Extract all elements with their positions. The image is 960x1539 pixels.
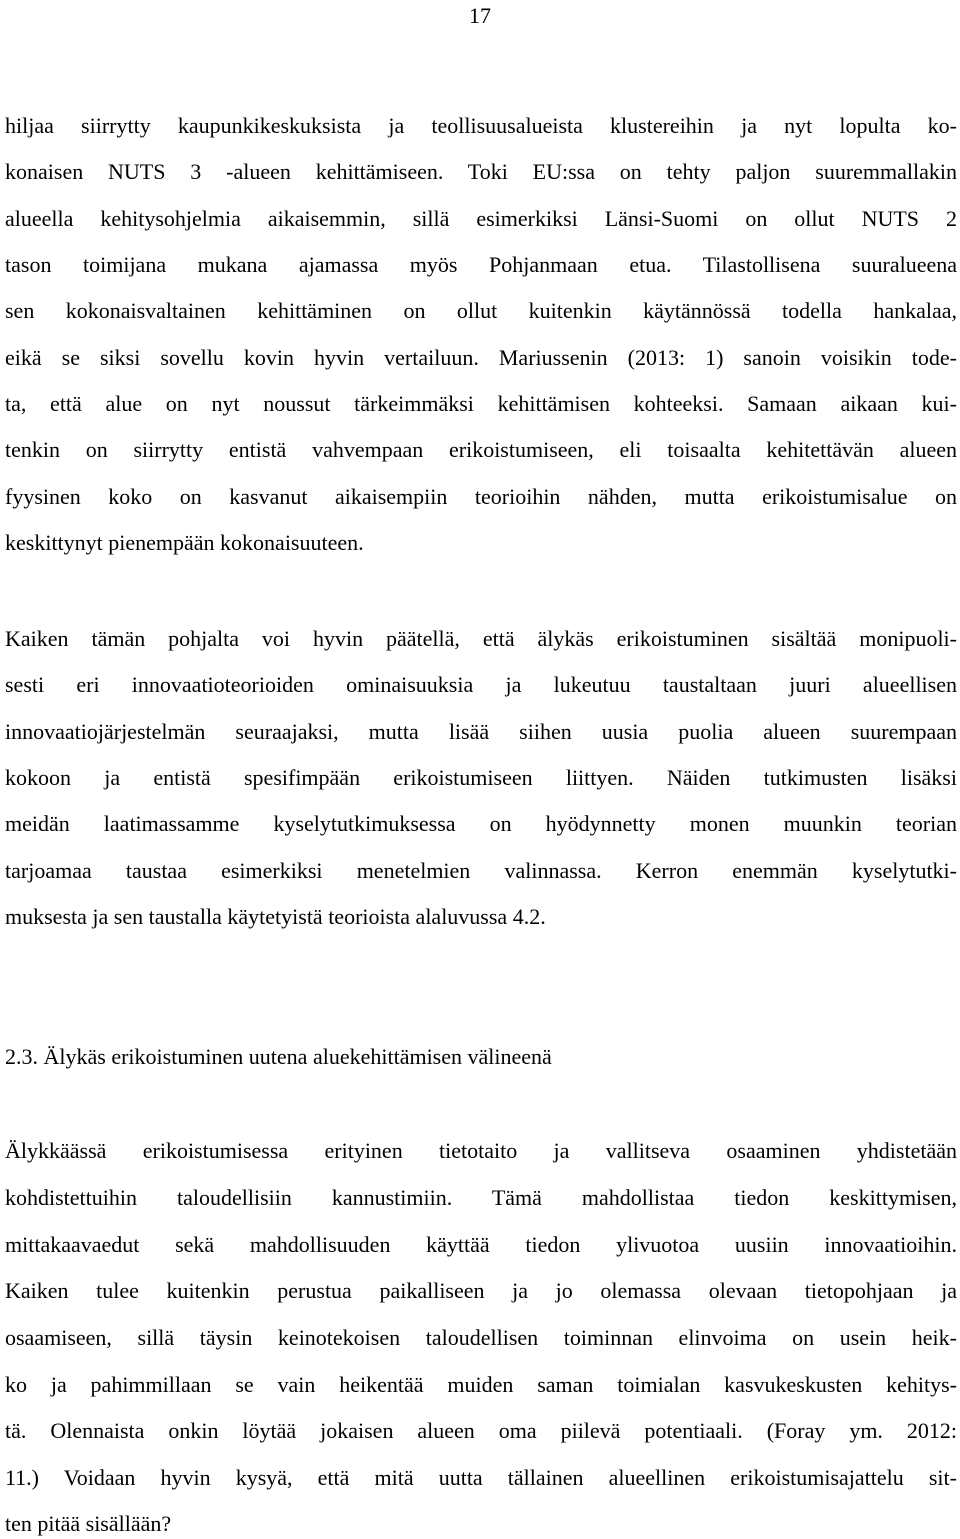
paragraph-line: tarjoamaa taustaa esimerkiksi menetelmien valinnassa. Kerron enemmän kyselytutki-	[5, 858, 957, 883]
paragraph-line: eikä se siksi sovellu kovin hyvin vertailuun. Mariussenin (2013: 1) sanoin voisikin tode-	[5, 345, 957, 370]
paragraph-line: 11.) Voidaan hyvin kysyä, että mitä uutta tällainen alueellinen erikoistumisajattelu sit-	[5, 1465, 957, 1490]
paragraph-line: alueella kehitysohjelmia aikaisemmin, sillä esimerkiksi Länsi-Suomi on ollut NUTS 2	[5, 206, 957, 231]
paragraph-line: fyysinen koko on kasvanut aikaisempiin teorioihin nähden, mutta erikoistumisalue on	[5, 484, 957, 509]
paragraph-line: sesti eri innovaatioteorioiden ominaisuuksia ja lukeutuu taustaltaan juuri alueellisen	[5, 672, 957, 697]
paragraph-line: konaisen NUTS 3 -alueen kehittämiseen. Toki EU:ssa on tehty paljon suuremmallakin	[5, 159, 957, 184]
paragraph-line: innovaatiojärjestelmän seuraajaksi, mutta lisää siihen uusia puolia alueen suurempaan	[5, 719, 957, 744]
paragraph-line: sen kokonaisvaltainen kehittäminen on ollut kuitenkin käytännössä todella hankalaa,	[5, 298, 957, 323]
section-heading: 2.3. Älykäs erikoistuminen uutena aluekehittämisen välineenä	[5, 1044, 552, 1069]
paragraph-line: tä. Olennaista onkin löytää jokaisen alueen oma piilevä potentiaali. (Foray ym. 2012:	[5, 1418, 957, 1443]
paragraph-line: kohdistettuihin taloudellisiin kannustimiin. Tämä mahdollistaa tiedon keskittymisen,	[5, 1185, 957, 1210]
paragraph-line: ta, että alue on nyt noussut tärkeimmäksi kehittämisen kohteeksi. Samaan aikaan kui-	[5, 391, 957, 416]
paragraph-line: Kaiken tulee kuitenkin perustua paikalliseen ja jo olemassa olevaan tietopohjaan ja	[5, 1278, 957, 1303]
paragraph-line: mittakaavaedut sekä mahdollisuuden käyttää tiedon ylivuotoa uusiin innovaatioihin.	[5, 1232, 957, 1257]
paragraph-line: hiljaa siirrytty kaupunkikeskuksista ja teollisuusalueista klustereihin ja nyt lopulta ko-	[5, 113, 957, 138]
paragraph-line: muksesta ja sen taustalla käytetyistä teorioista alaluvussa 4.2.	[5, 904, 546, 929]
paragraph-line: ten pitää sisällään?	[5, 1511, 172, 1536]
paragraph-line: meidän laatimassamme kyselytutkimuksessa on hyödynnetty monen muunkin teorian	[5, 811, 957, 836]
paragraph-line: kokoon ja entistä spesifimpään erikoistumiseen liittyen. Näiden tutkimusten lisäksi	[5, 765, 957, 790]
paragraph-line: keskittynyt pienempään kokonaisuuteen.	[5, 530, 364, 555]
paragraph-line: Älykkäässä erikoistumisessa erityinen tietotaito ja vallitseva osaaminen yhdistetään	[5, 1138, 957, 1163]
paragraph-line: tason toimijana mukana ajamassa myös Pohjanmaan etua. Tilastollisena suuralueena	[5, 252, 957, 277]
paragraph-line: Kaiken tämän pohjalta voi hyvin päätellä, että älykäs erikoistuminen sisältää monipuoli-	[5, 626, 957, 651]
paragraph-line: osaamiseen, sillä täysin keinotekoisen taloudellisen toiminnan elinvoima on usein heik-	[5, 1325, 957, 1350]
page-number: 17	[469, 3, 491, 28]
paragraph-line: tenkin on siirrytty entistä vahvempaan erikoistumiseen, eli toisaalta kehitettävän alueen	[5, 437, 957, 462]
paragraph-line: ko ja pahimmillaan se vain heikentää muiden saman toimialan kasvukeskusten kehitys-	[5, 1372, 957, 1397]
